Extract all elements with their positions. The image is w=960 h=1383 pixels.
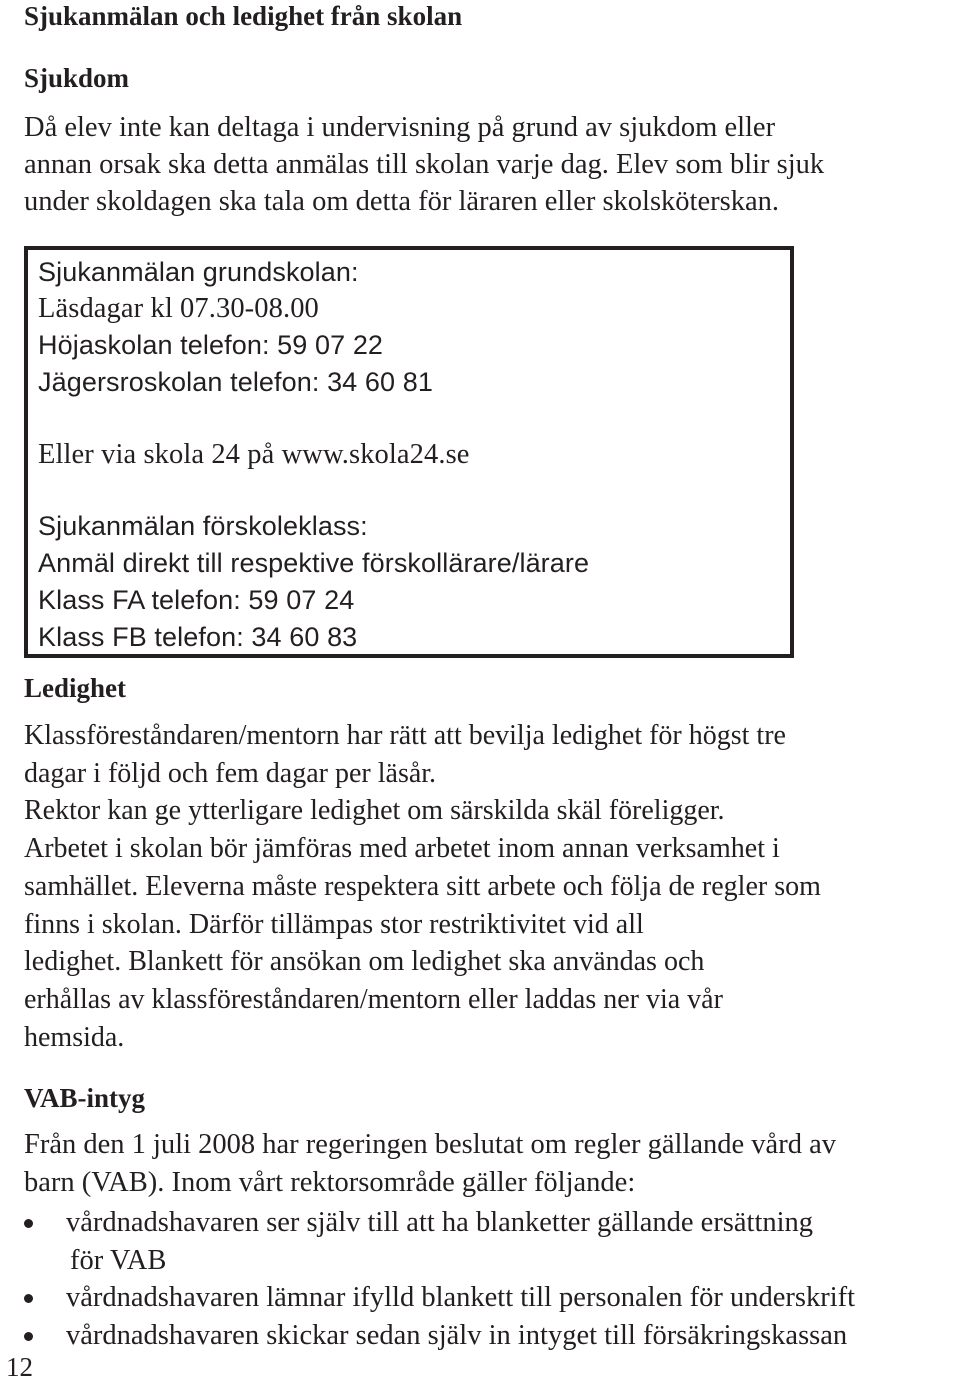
sick-report-box [24,246,794,658]
lasdagar-text: Läsdagar kl 07.30-08.00 [38,293,319,324]
text-line: dagar i följd och fem dagar per läsår. [24,757,437,789]
text-line: under skoldagen ska tala om detta för läraren eller skolsköterskan. [24,185,779,217]
hojaskolan-phone: Höjaskolan telefon: 59 07 22 [38,330,384,360]
list-item-text: vårdnadshavaren ser själv till att ha blanketter gällande ersättning [66,1207,814,1238]
bullet-icon [24,1294,33,1303]
text-line: erhållas av klassföreståndaren/mentorn eller laddas ner via vår [24,983,723,1015]
text-line: Arbetet i skolan bör jämföras med arbetet inom annan verksamhet i [24,833,780,865]
list-item [24,1279,855,1317]
vab-bullet-list [24,1204,855,1354]
text-line: Då elev inte kan deltaga i undervisning på grund av sjukdom eller [24,112,776,143]
list-item-text: vårdnadshavaren skickar sedan själv in intyget till försäkringskassan [66,1319,848,1351]
text-line: finns i skolan. Därför tillämpas stor restriktivitet vid all [24,908,644,940]
text-line: annan orsak ska detta anmälas till skolan varje dag. Elev som blir sjuk [24,148,825,180]
list-item [24,1317,855,1355]
text-line: hemsida. [24,1021,125,1053]
text-line: samhället. Eleverna måste respektera sitt arbete och följa de regler som [24,870,821,902]
section-heading-vab: VAB-intyg [24,1083,146,1113]
page-number: 12 [6,1352,33,1382]
text-line: Från den 1 juli 2008 har regeringen beslutat om regler gällande vård av [24,1129,836,1160]
jagersroskolan-phone: Jägersroskolan telefon: 34 60 81 [38,367,433,397]
list-item [24,1204,855,1279]
klass-fa-phone: Klass FA telefon: 59 07 24 [38,585,355,615]
bullet-icon [24,1219,33,1228]
forskoleklass-heading: Sjukanmälan förskoleklass: [38,511,368,541]
skola24-text: Eller via skola 24 på www.skola24.se [38,439,470,470]
vab-paragraph [24,1126,836,1201]
section-heading-ledighet: Ledighet [24,673,127,703]
text-line: barn (VAB). Inom vårt rektorsområde gäller följande: [24,1166,636,1198]
sjukdom-paragraph [24,110,824,220]
page-title: Sjukanmälan och ledighet från skolan [24,1,463,31]
text-line: Klassföreståndaren/mentorn har rätt att bevilja ledighet för högst tre [24,720,786,751]
bullet-icon [24,1332,33,1341]
section-heading-sjukdom: Sjukdom [24,63,130,93]
grundskola-heading: Sjukanmälan grundskolan: [38,257,359,287]
anmal-direkt-text: Anmäl direkt till respektive förskollärare/lärare [38,548,590,578]
ledighet-paragraph [24,717,821,1056]
klass-fb-phone: Klass FB telefon: 34 60 83 [38,622,358,652]
text-line: Rektor kan ge ytterligare ledighet om särskilda skäl föreligger. [24,795,725,827]
text-line: ledighet. Blankett för ansökan om ledighet ska användas och [24,946,705,978]
list-item-continuation: för VAB [70,1244,167,1276]
list-item-text: vårdnadshavaren lämnar ifylld blankett till personalen för underskrift [66,1282,856,1313]
